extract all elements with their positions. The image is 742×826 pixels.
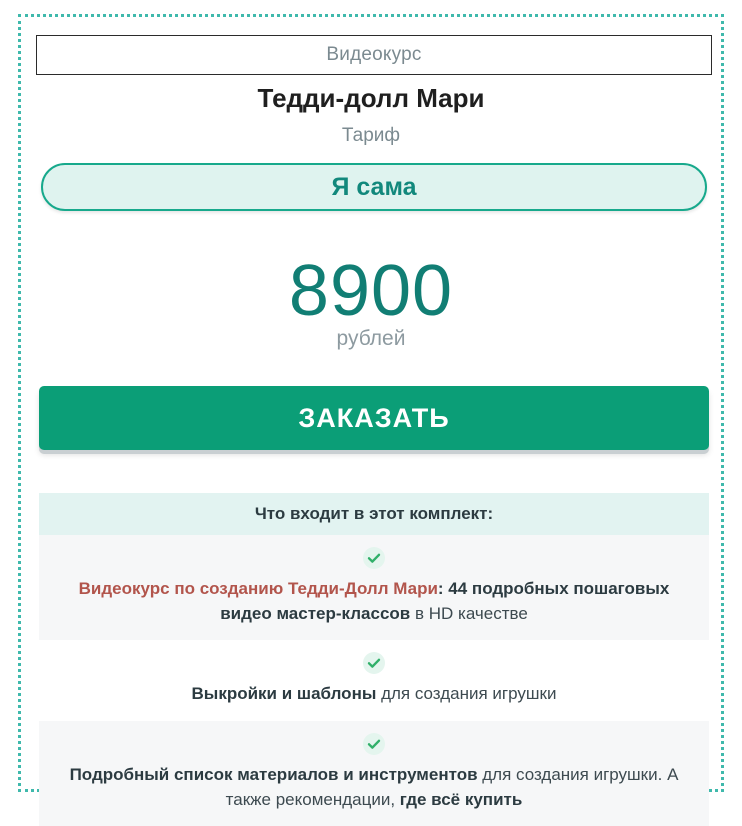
includes-header xyxy=(39,493,709,535)
price-amount: 8900 xyxy=(288,251,454,331)
includes-list xyxy=(39,535,709,826)
list-item-bold: Выкройки и шаблоны xyxy=(191,684,377,704)
check-circle-icon xyxy=(363,733,385,755)
check-circle-icon xyxy=(363,547,385,569)
list-item-tail: в HD качестве xyxy=(410,603,528,623)
list-item xyxy=(39,535,709,640)
list-item-tail-bold: где всё купить xyxy=(399,789,523,809)
list-item-tail: для создания игрушки xyxy=(376,684,557,704)
includes-header-label: Что входит в этот комплект: xyxy=(254,504,494,523)
course-type-box xyxy=(36,35,712,75)
list-item-tail: для создания игрушки. А также рекомендации, xyxy=(225,764,679,809)
order-button[interactable] xyxy=(39,386,709,450)
price-currency: рублей xyxy=(336,327,406,350)
list-item-bold: Подробный список материалов и инструментов xyxy=(69,764,478,784)
course-type-label: Видеокурс xyxy=(326,44,422,65)
page-title: Тедди-долл Мари xyxy=(257,83,485,113)
tariff-caption: Тариф xyxy=(341,125,401,146)
list-item-text xyxy=(53,682,695,707)
tariff-option-pill[interactable] xyxy=(41,163,707,211)
check-circle-icon xyxy=(363,652,385,674)
list-item-bold: : 44 подробных пошаговых видео мастер-классов xyxy=(220,579,670,623)
order-button-label: ЗАКАЗАТЬ xyxy=(298,402,450,433)
promo-card-inner xyxy=(21,17,721,809)
list-item xyxy=(39,640,709,721)
list-item-text xyxy=(53,763,695,812)
promo-card-frame xyxy=(18,14,724,809)
list-item-accent: Видеокурс по созданию Тедди-Долл Мари xyxy=(78,579,438,598)
list-item-text xyxy=(53,577,695,626)
list-item xyxy=(39,721,709,826)
tariff-option-label: Я сама xyxy=(331,172,417,201)
